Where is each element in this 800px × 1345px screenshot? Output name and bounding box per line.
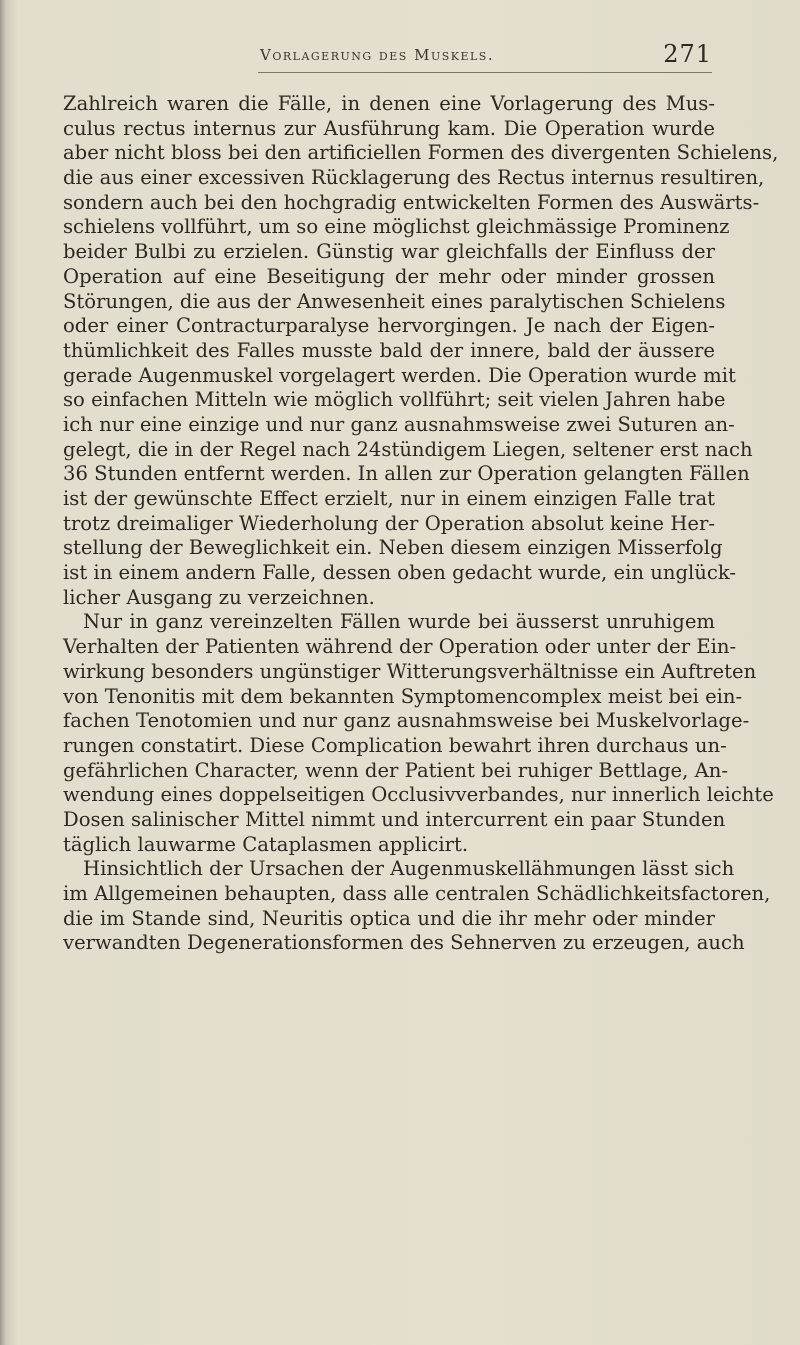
paragraph bbox=[63, 610, 774, 857]
paragraph bbox=[63, 92, 779, 610]
text-line: im Allgemeinen behaupten, dass alle centralen Schädlichkeitsfactoren, bbox=[63, 882, 771, 905]
text-line: gerade Augenmuskel vorgelagert werden. Die Operation wurde mit bbox=[63, 363, 736, 387]
text-line: Hinsichtlich der Ursachen der Augenmuskellähmungen lässt sich bbox=[83, 857, 735, 881]
text-line: Störungen, die aus der Anwesenheit eines paralytischen Schielens bbox=[63, 289, 726, 313]
text-line: ist der gewünschte Effect erzielt, nur in einem einzigen Falle trat bbox=[63, 487, 715, 510]
text-line: ist in einem andern Falle, dessen oben gedacht wurde, ein unglück- bbox=[63, 561, 736, 585]
text-line: Verhalten der Patienten während der Operation oder unter der Ein- bbox=[63, 635, 737, 659]
text-line: sondern auch bei den hochgradig entwickelten Formen des Auswärts- bbox=[63, 190, 760, 214]
text-line: stellung der Beweglichkeit ein. Neben diesem einzigen Misserfolg bbox=[63, 536, 723, 560]
text-line: von Tenonitis mit dem bekannten Symptomencomplex meist bei ein- bbox=[63, 684, 743, 708]
text-line: beider Bulbi zu erzielen. Günstig war gleichfalls der Einfluss der bbox=[63, 240, 715, 264]
text-line: die im Stande sind, Neuritis optica und die ihr mehr oder minder bbox=[63, 906, 715, 930]
paragraph bbox=[63, 857, 771, 956]
body-text bbox=[63, 92, 779, 956]
text-line: gefährlichen Character, wenn der Patient bei ruhiger Bettlage, An- bbox=[63, 758, 729, 782]
text-line: culus rectus internus zur Ausführung kam. Die Operation wurde bbox=[63, 116, 715, 140]
text-line: so einfachen Mitteln wie möglich vollführt; seit vielen Jahren habe bbox=[63, 388, 726, 412]
header-rule bbox=[258, 72, 712, 73]
text-line: oder einer Contracturparalyse hervorgingen. Je nach der Eigen- bbox=[63, 314, 715, 338]
text-line: die aus einer excessiven Rücklagerung des Rectus internus resultiren, bbox=[63, 166, 765, 190]
text-line: 36 Stunden entfernt werden. In allen zur Operation gelangten Fällen bbox=[63, 462, 750, 486]
text-line: Dosen salinischer Mittel nimmt und intercurrent ein paar Stunden bbox=[63, 807, 726, 831]
text-line: rungen constatirt. Diese Complication bewahrt ihren durchaus un- bbox=[63, 733, 727, 757]
text-line: Operation auf eine Beseitigung der mehr oder minder grossen bbox=[63, 264, 715, 288]
page-header bbox=[88, 40, 712, 74]
running-head: Vorlagerung des Muskels. bbox=[260, 46, 495, 64]
text-line: licher Ausgang zu verzeichnen. bbox=[63, 585, 375, 609]
text-line: Nur in ganz vereinzelten Fällen wurde bei äusserst unruhigem bbox=[83, 610, 715, 634]
text-line: täglich lauwarme Cataplasmen applicirt. bbox=[63, 832, 469, 856]
text-line: gelegt, die in der Regel nach 24stündigem Liegen, seltener erst nach bbox=[63, 437, 753, 461]
text-line: trotz dreimaliger Wiederholung der Operation absolut keine Her- bbox=[63, 511, 715, 535]
text-line: wendung eines doppelseitigen Occlusivverbandes, nur innerlich leichte bbox=[63, 783, 774, 807]
text-line: schielens vollführt, um so eine möglichst gleichmässige Prominenz bbox=[63, 215, 730, 239]
text-line: aber nicht bloss bei den artificiellen Formen des divergenten Schielens, bbox=[63, 141, 779, 165]
page-number: 271 bbox=[663, 40, 712, 68]
text-line: thümlichkeit des Falles musste bald der innere, bald der äussere bbox=[63, 338, 715, 362]
text-line: verwandten Degenerationsformen des Sehnerven zu erzeugen, auch bbox=[63, 931, 745, 955]
text-line: ich nur eine einzige und nur ganz ausnahmsweise zwei Suturen an- bbox=[63, 412, 735, 436]
text-line: fachen Tenotomien und nur ganz ausnahmsweise bei Muskelvorlage- bbox=[63, 709, 750, 733]
text-line: Zahlreich waren die Fälle, in denen eine Vorlagerung des Mus- bbox=[63, 92, 715, 115]
text-line: wirkung besonders ungünstiger Witterungsverhältnisse ein Auftreten bbox=[63, 659, 757, 683]
